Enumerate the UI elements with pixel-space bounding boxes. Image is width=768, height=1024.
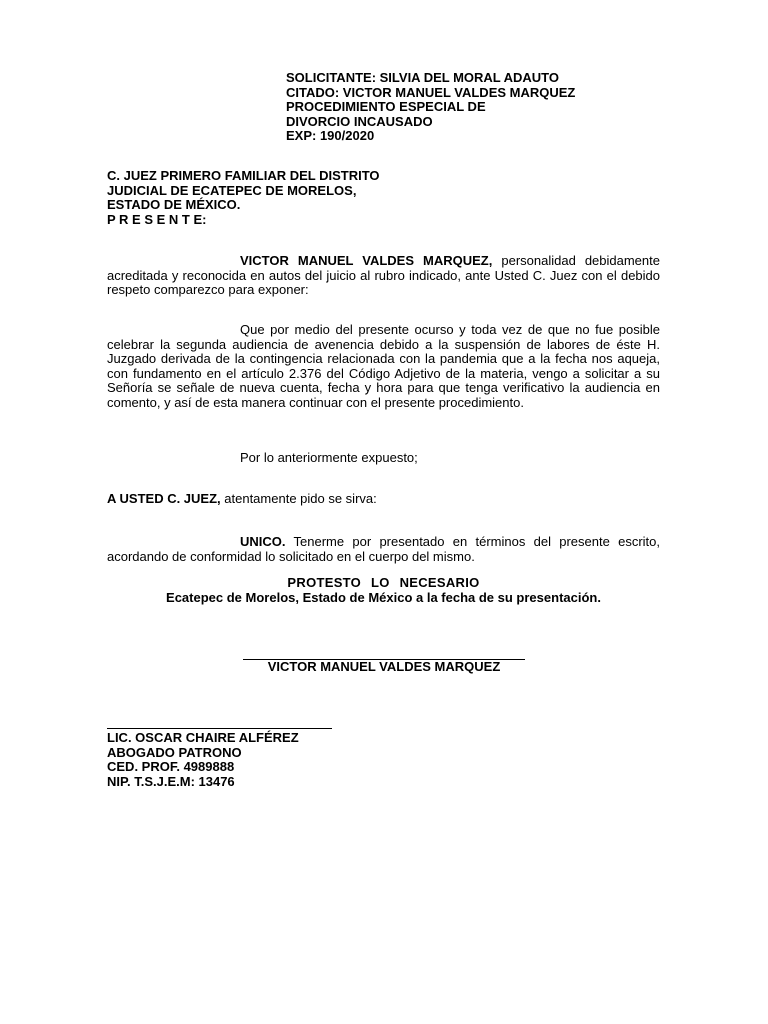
citado-line: CITADO: VICTOR MANUEL VALDES MARQUEZ (286, 84, 576, 100)
closing-intro-text: Por lo anteriormente expuesto; (240, 450, 418, 465)
addressee-line-1: C. JUEZ PRIMERO FAMILIAR DEL DISTRITO (107, 168, 380, 183)
main-signature-block (243, 647, 525, 675)
intro-paragraph (107, 254, 660, 298)
protesto-block (107, 576, 660, 605)
lawyer-signature-line (107, 718, 332, 729)
request-bold: A USTED C. JUEZ, (107, 491, 221, 506)
expediente-line: EXP: 190/2020 (286, 128, 375, 143)
request-paragraph (107, 492, 660, 507)
lawyer-name: LIC. OSCAR CHAIRE ALFÉREZ (107, 730, 299, 745)
body-paragraph (107, 323, 660, 410)
body-text: Que por medio del presente ocurso y toda vez de que no fue posible celebrar la segunda audiencia de avenencia debido a la suspensión de labores de éste H. Juzgado derivada de la contingencia relacionada con la pandemia que a la fecha nos aqueja, con fundamento en el artículo 2.376 del Código Adjetivo de la materia, vengo a solicitar a su Señoría se señale de nueva cuenta, fecha y hora para que tenga verificativo la audiencia en comento, y así de esta manera continuar con el presente procedimiento. (107, 322, 660, 410)
lawyer-nip: NIP. T.S.J.E.M: 13476 (107, 773, 235, 789)
unico-text: Tenerme por presentado en términos del presente escrito, acordando de conformidad lo solicitado en el cuerpo del mismo. (107, 534, 660, 564)
intro-text: personalidad debidamente acreditada y reconocida en autos del juicio al rubro indicado, ante Usted C. Juez con el debido respeto comparezco para exponer: (107, 253, 660, 297)
lawyer-signature-block (107, 718, 332, 789)
closing-intro-paragraph (107, 451, 660, 466)
addressee-block (107, 169, 380, 227)
solicitante-line: SOLICITANTE: SILVIA DEL MORAL ADAUTO (286, 70, 559, 85)
addressee-line-2: JUDICIAL DE ECATEPEC DE MORELOS, (107, 182, 357, 198)
lawyer-role: ABOGADO PATRONO (107, 744, 242, 760)
unico-bold: UNICO. (240, 534, 286, 549)
addressee-line-3: ESTADO DE MÉXICO. (107, 197, 241, 212)
case-header (286, 71, 575, 144)
lawyer-ced: CED. PROF. 4989888 (107, 759, 235, 774)
protesto-place-date: Ecatepec de Morelos, Estado de México a la fecha de su presentación. (166, 589, 601, 605)
procedimiento-line-1: PROCEDIMIENTO ESPECIAL DE (286, 99, 486, 114)
procedimiento-line-2: DIVORCIO INCAUSADO (286, 113, 433, 129)
presente-line: P R E S E N T E: (107, 211, 207, 227)
unico-paragraph (107, 535, 660, 564)
request-text: atentamente pido se sirva: (220, 491, 377, 506)
intro-name: VICTOR MANUEL VALDES MARQUEZ, (240, 253, 493, 268)
protesto-title: PROTESTO LO NECESARIO (287, 575, 480, 590)
main-signature-name: VICTOR MANUEL VALDES MARQUEZ (267, 659, 501, 674)
